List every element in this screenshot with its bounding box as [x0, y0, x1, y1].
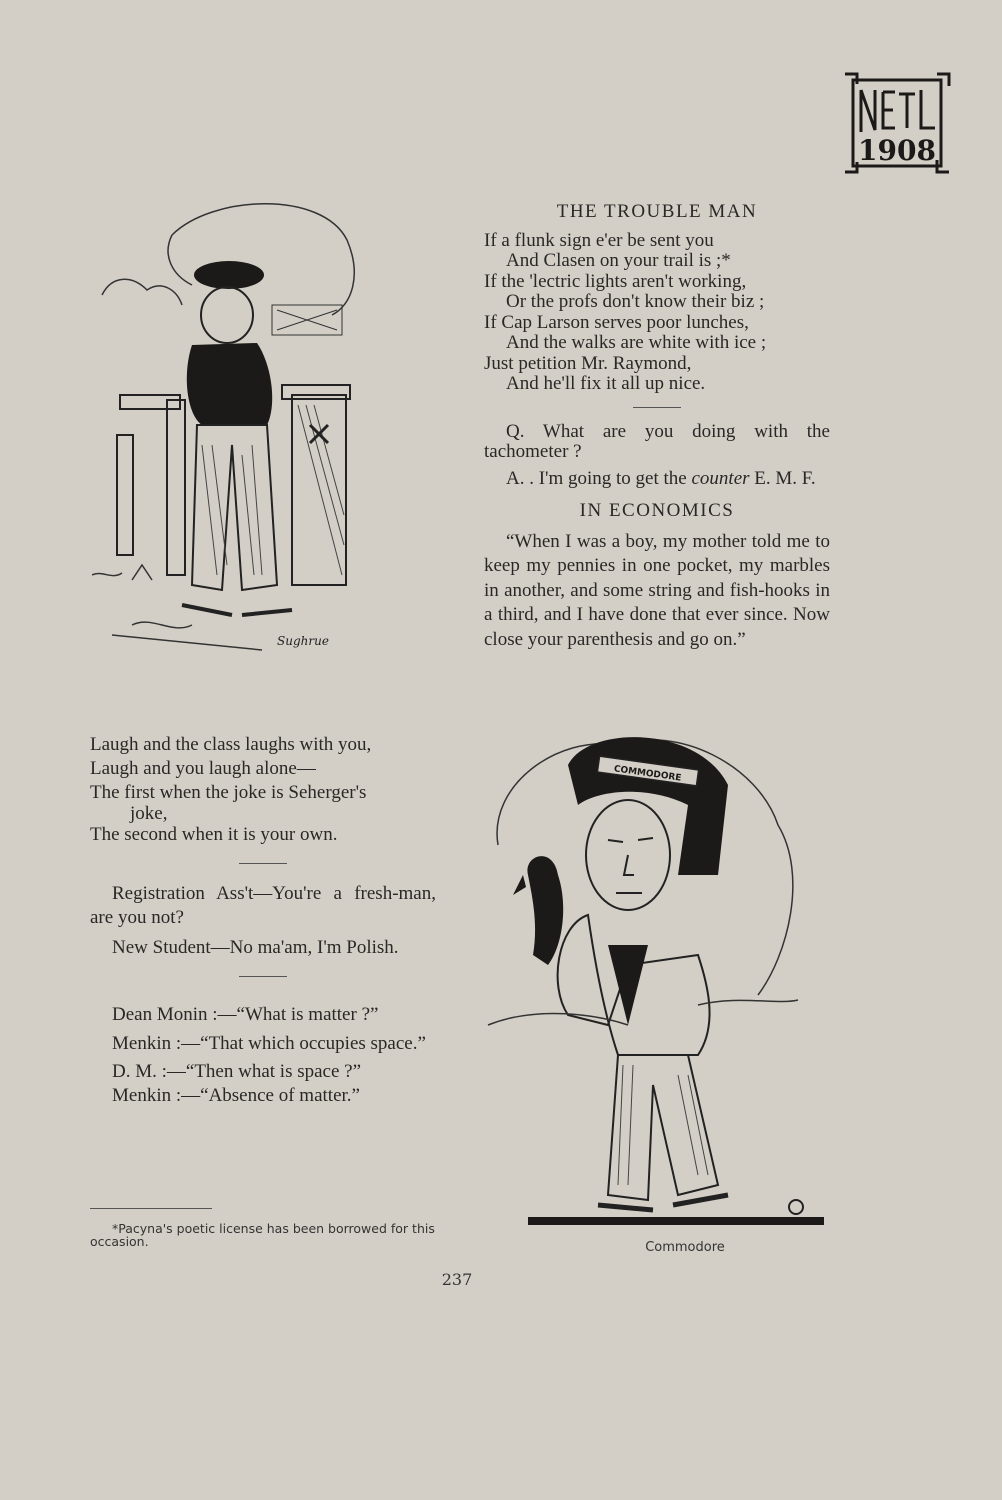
trouble-man-line-2: And Clasen on your trail is ;* [506, 250, 731, 271]
left-column [90, 733, 436, 1112]
laugh-line-5: The second when it is your own. [90, 824, 338, 845]
tachometer-answer-italic: counter [691, 467, 750, 489]
commodore-caption: Commodore [645, 1240, 725, 1255]
cap-band-text: COMMODORE [613, 764, 682, 784]
laugh-line-3: The first when the joke is Seherger's [90, 782, 367, 803]
trouble-man-title: THE TROUBLE MAN [556, 201, 758, 222]
trouble-man-line-1: If a flunk sign e'er be sent you [484, 229, 714, 251]
trouble-man-line-4: Or the profs don't know their biz ; [506, 291, 765, 312]
left-artist-signature: Sughrue [277, 634, 329, 648]
tachometer-question: Q. What are you doing with the tachometer ? [484, 420, 830, 462]
trouble-man-line-3: If the 'lectric lights aren't working, [484, 270, 747, 292]
trouble-man-line-6: And the walks are white with ice ; [506, 332, 767, 353]
commodore-sailor-caricature-icon [478, 725, 830, 1237]
footnote-divider [90, 1208, 212, 1209]
netl-1908-monogram-icon [843, 72, 951, 174]
laugh-line-2: Laugh and you laugh alone— [90, 758, 316, 779]
section-divider [239, 863, 287, 864]
laugh-line-4: joke, [130, 803, 168, 824]
registration-line-1: Registration Ass't—You're a fresh-man, are you not? [90, 883, 436, 928]
laugh-line-1: Laugh and the class laughs with you, [90, 734, 372, 755]
right-column [484, 202, 830, 656]
economics-text: “When I was a boy, my mother told me to keep my pennies in one pocket, my marbles in another, and some string and fish-hooks in a third, and I have done that ever since. Now close your parenthesis and go on.” [484, 530, 830, 650]
tachometer-answer-prefix: A. . I'm going to get the [506, 467, 687, 489]
logo-year-text: 1908 [858, 134, 936, 167]
dean-line-2: Menkin :—“That which occupies space.” [112, 1033, 426, 1054]
trouble-man-line-8: And he'll fix it all up nice. [506, 373, 706, 394]
dean-line-4: Menkin :—“Absence of matter.” [112, 1085, 360, 1106]
tachometer-answer [484, 469, 830, 490]
economics-title: IN ECONOMICS [579, 500, 735, 521]
trouble-man-line-5: If Cap Larson serves poor lunches, [484, 311, 749, 333]
footnote: *Pacyna's poetic license has been borrowed for this occasion. [90, 1221, 435, 1249]
yearbook-logo [843, 72, 951, 174]
sulking-boy-cartoon-icon [92, 195, 388, 665]
section-divider [239, 976, 287, 977]
commodore-illustration [478, 725, 830, 1237]
page-number: 237 [441, 1270, 473, 1289]
tachometer-answer-suffix: E. M. F. [754, 467, 816, 489]
dean-line-1: Dean Monin :—“What is matter ?” [112, 1004, 379, 1025]
trouble-man-line-7: Just petition Mr. Raymond, [484, 352, 692, 374]
section-divider [633, 407, 681, 408]
sulking-boy-illustration [92, 195, 388, 665]
dean-line-3: D. M. :—“Then what is space ?” [112, 1061, 362, 1082]
registration-line-2: New Student—No ma'am, I'm Polish. [112, 937, 399, 958]
